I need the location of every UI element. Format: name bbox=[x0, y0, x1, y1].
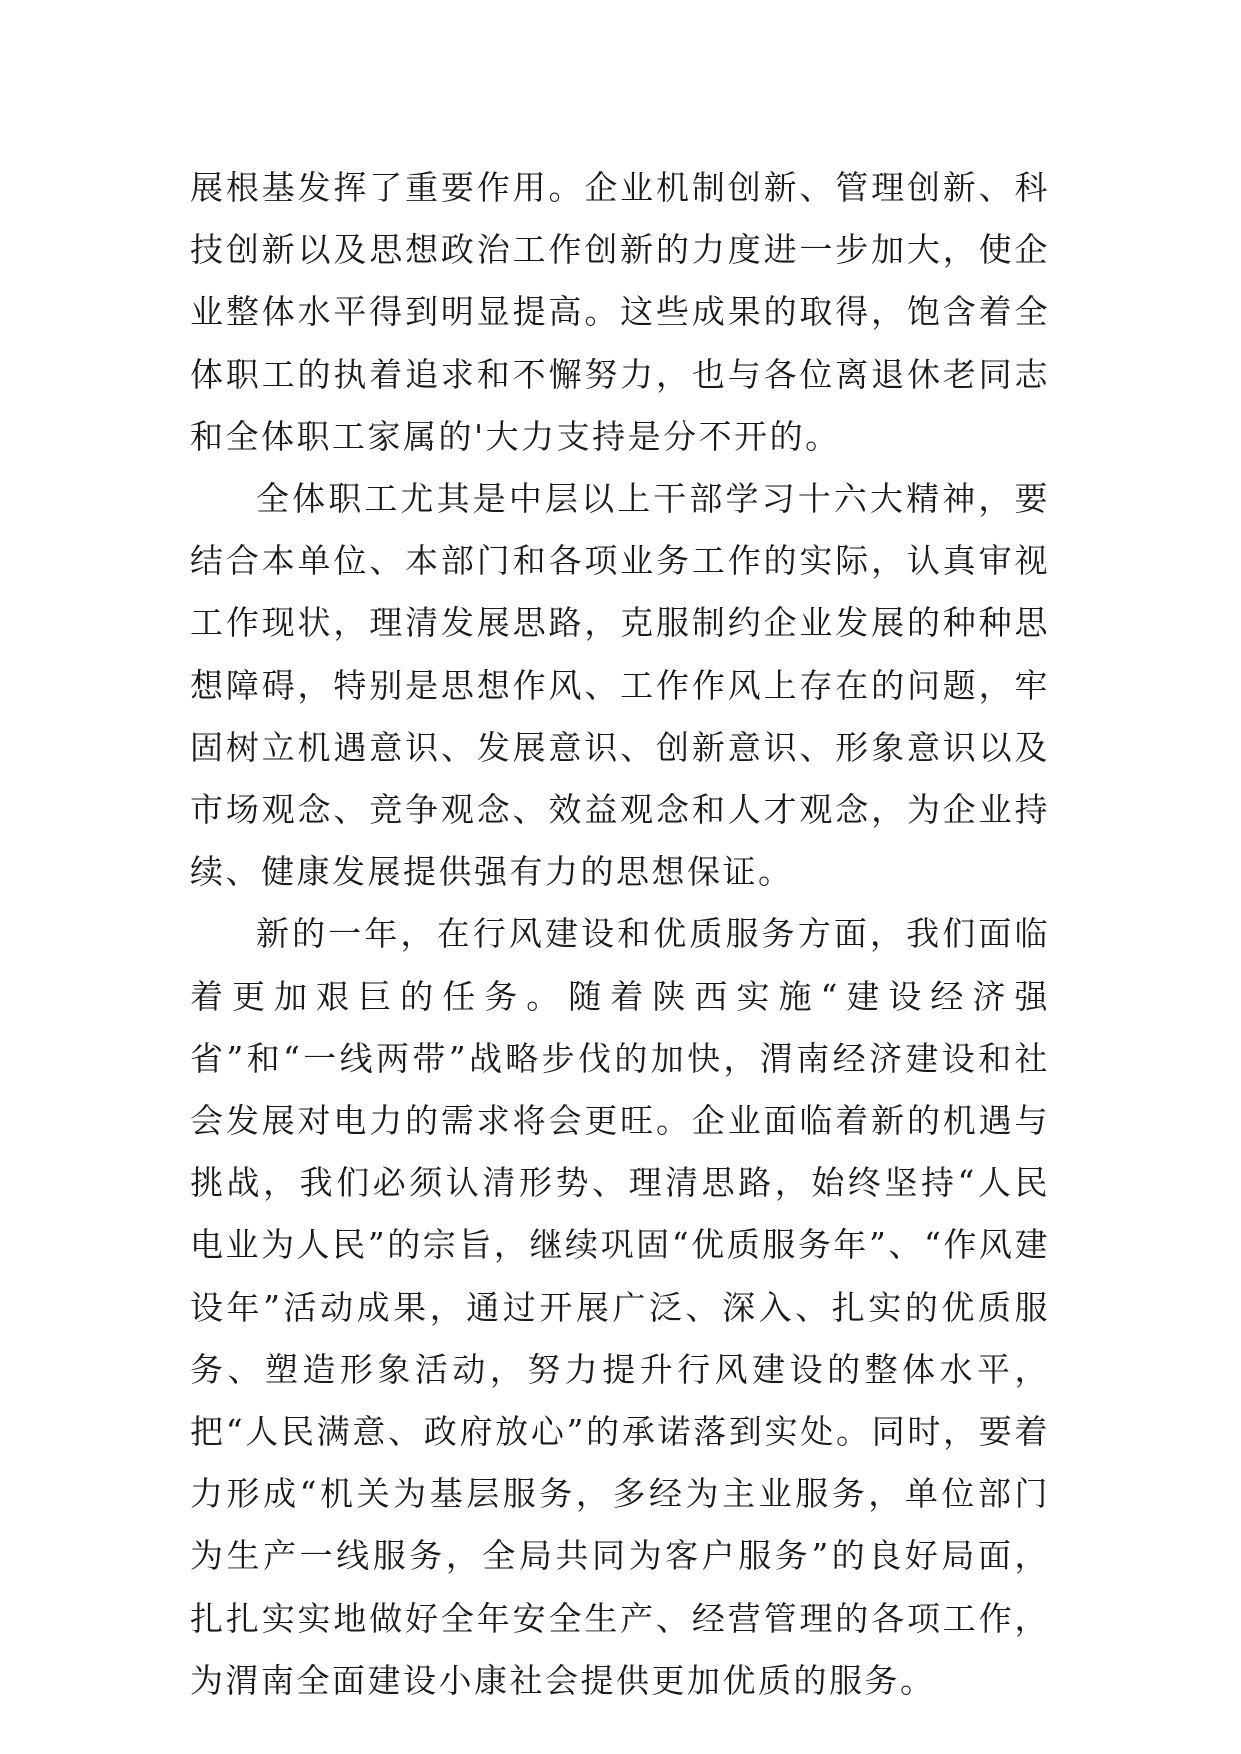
paragraph-3: 新的一年，在行风建设和优质服务方面，我们面临着更加艰巨的任务。随着陕西实施“建设经济强省”和“一线两带”战略步伐的加快，渭南经济建设和社会发展对电力的需求将会更旺。企业面临着新的机遇与挑战，我们必须认清形势、理清思路，始终坚持“人民电业为人民”的宗旨，继续巩固“优质服务年”、“作风建设年”活动成果，通过开展广泛、深入、扎实的优质服务、塑造形象活动，努力提升行风建设的整体水平，把“人民满意、政府放心”的承诺落到实处。同时，要着力形成“机关为基层服务，多经为主业服务，单位部门为生产一线服务，全局共同为客户服务”的良好局面，扎扎实实地做好全年安全生产、经营管理的各项工作，为渭南全面建设小康社会提供更加优质的服务。 bbox=[190, 914, 1050, 1700]
paragraph-2: 全体职工尤其是中层以上干部学习十六大精神，要结合本单位、本部门和各项业务工作的实际，认真审视工作现状，理清发展思路，克服制约企业发展的种种思想障碍，特别是思想作风、工作作风上存在的问题，牢固树立机遇意识、发展意识、创新意识、形象意识以及市场观念、竞争观念、效益观念和人才观念，为企业持续、健康发展提供强有力的思想保证。 bbox=[190, 479, 1050, 892]
document-body bbox=[190, 157, 1050, 1712]
paragraph-1: 展根基发挥了重要作用。企业机制创新、管理创新、科技创新以及思想政治工作创新的力度进一步加大，使企业整体水平得到明显提高。这些成果的取得，饱含着全体职工的执着追求和不懈努力，也与各位离退休老同志和全体职工家属的'大力支持是分不开的。 bbox=[190, 168, 1050, 456]
